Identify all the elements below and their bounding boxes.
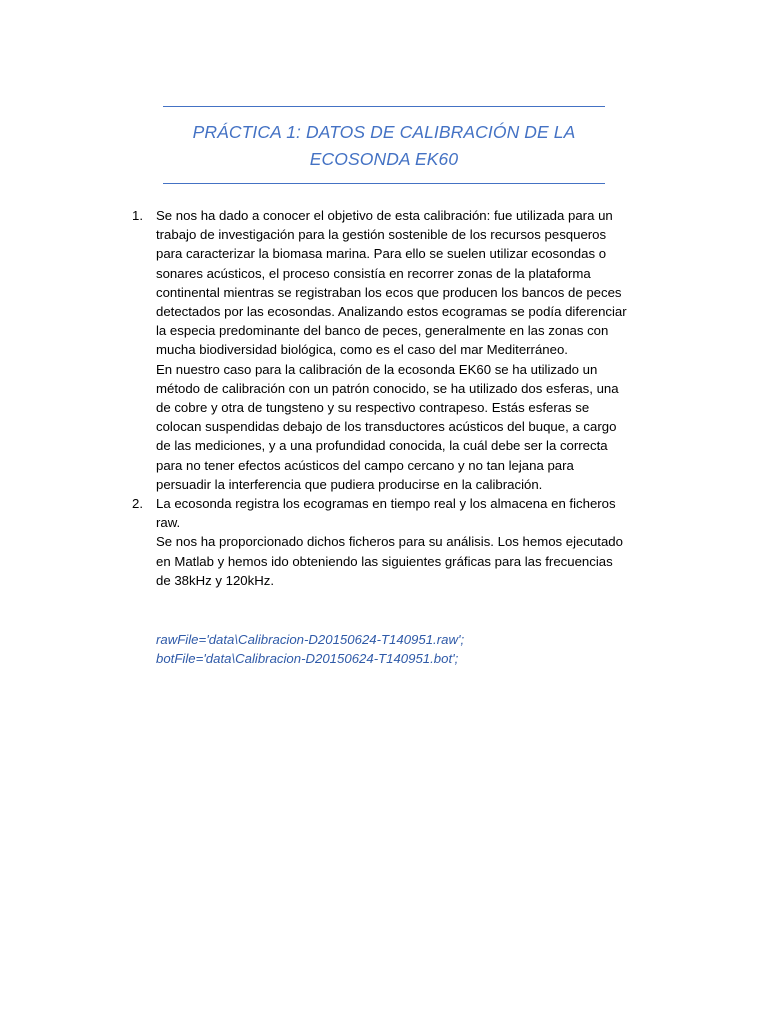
paragraph-line: Se nos ha proporcionado dichos ficheros para su análisis. Los hemos ejecutado [156, 534, 623, 550]
code-line-rawfile: rawFile='data\Calibracion-D20150624-T140951.raw'; [156, 632, 465, 647]
paragraph-line: detectados por las ecosondas. Analizando estos ecogramas se podía diferenciar [156, 304, 627, 320]
paragraph-line: persuadir la interferencia que pudiera producirse en la calibración. [156, 476, 543, 492]
code-block [156, 630, 464, 668]
list-item [132, 206, 662, 494]
paragraph-line: de 38kHz y 120kHz. [156, 572, 275, 588]
paragraph-line: sonares acústicos, el proceso consistía en recorrer zonas de la plataforma [156, 265, 591, 281]
paragraph-line: La ecosonda registra los ecogramas en tiempo real y los almacena en ficheros [156, 496, 616, 512]
paragraph-line: trabajo de investigación para la gestión sostenible de los recursos pesqueros [156, 227, 607, 243]
paragraph-line: mucha biodiversidad biológica, como es el caso del mar Mediterráneo. [156, 342, 568, 358]
paragraph-line: Se nos ha dado a conocer el objetivo de esta calibración: fue utilizada para un [156, 208, 613, 223]
page-title [163, 119, 605, 173]
paragraph-line: en Matlab y hemos ido obteniendo las siguientes gráficas para las frecuencias [156, 553, 613, 569]
paragraph-line: de cobre y otra de tungsteno y su respectivo contrapeso. Estás esferas se [156, 400, 590, 416]
list-item-number: 2. [132, 496, 143, 512]
paragraph-line: de las mediciones, y a una profundidad conocida, la cuál debe ser la correcta [156, 438, 608, 454]
paragraph-line: para no tener efectos acústicos del campo cercano y no tan lejana para [156, 457, 574, 473]
paragraph-line: método de calibración con un patrón conocido, se ha utilizado dos esferas, una [156, 380, 619, 396]
paragraph-line: la especia predominante del banco de peces, generalmente en las zonas con [156, 323, 609, 339]
paragraph-line: En nuestro caso para la calibración de la ecosonda EK60 se ha utilizado un [156, 361, 598, 377]
title-top-rule [163, 106, 605, 107]
numbered-list [132, 206, 662, 590]
paragraph-line: para caracterizar la biomasa marina. Para ello se suelen utilizar ecosondas o [156, 246, 607, 262]
list-item-number: 1. [132, 208, 143, 223]
paragraph-line: colocan suspendidas debajo de los transductores acústicos del buque, a cargo [156, 419, 617, 435]
paragraph-line: raw. [156, 515, 181, 531]
title-line-2: ECOSONDA EK60 [309, 149, 459, 169]
title-line-1: PRÁCTICA 1: DATOS DE CALIBRACIÓN DE LA [192, 122, 576, 142]
code-line-botfile: botFile='data\Calibracion-D20150624-T140951.bot'; [156, 651, 459, 666]
list-item [132, 494, 662, 590]
paragraph-line: continental mientras se registraban los ecos que producen los bancos de peces [156, 284, 622, 300]
title-bottom-rule [163, 183, 605, 184]
